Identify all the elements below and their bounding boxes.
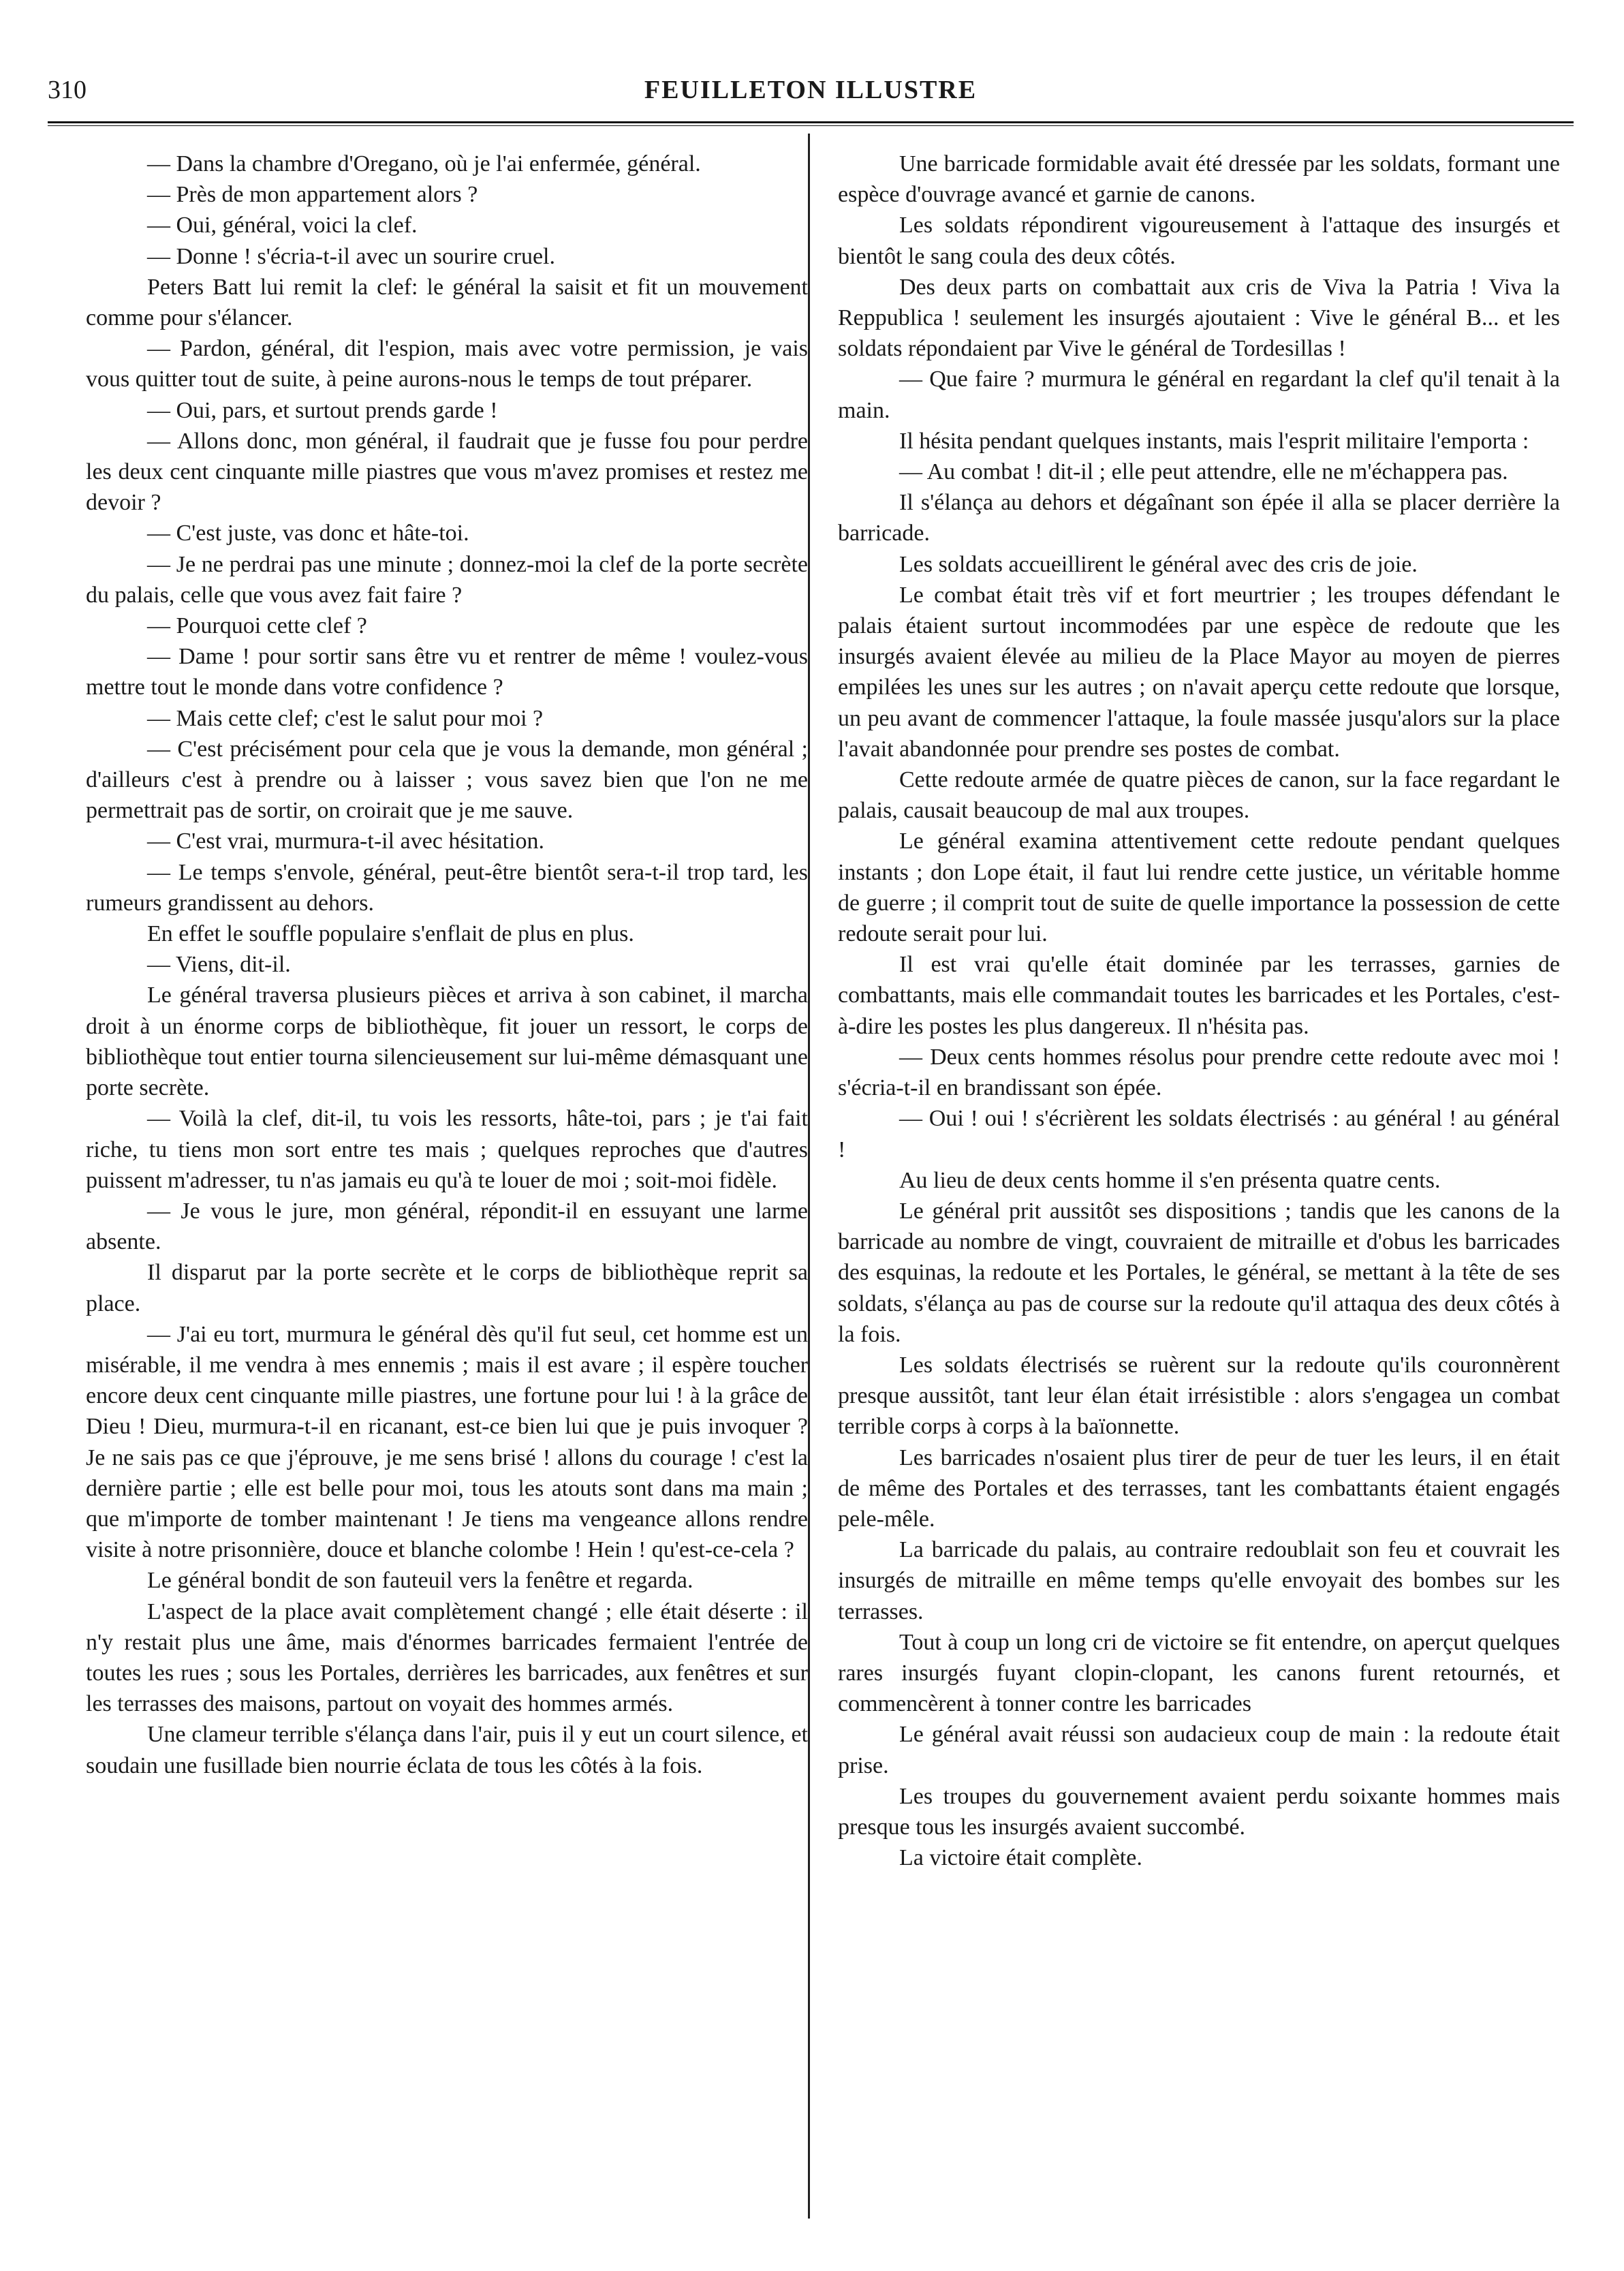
paragraph: — Au combat ! dit-il ; elle peut attendre, elle ne m'échappera pas. bbox=[899, 459, 1508, 485]
paragraph: — Donne ! s'écria-t-il avec un sourire cruel. bbox=[147, 243, 555, 269]
paragraph: Le général traversa plusieurs pièces et arriva à son cabinet, il marcha droit à un énorme corps de bibliothèque, fit jouer un ressort, le corps de bibliothèque tout entier tourna silencieusement sur lui-même démasquant une porte secrète. bbox=[86, 983, 808, 1101]
paragraph: Au lieu de deux cents homme il s'en présenta quatre cents. bbox=[899, 1167, 1441, 1193]
paragraph: — Je vous le jure, mon général, répondit-il en essuyant une larme absente. bbox=[86, 1198, 808, 1255]
paragraph: — Près de mon appartement alors ? bbox=[147, 182, 478, 208]
header-rule bbox=[48, 121, 1574, 126]
paragraph: — Le temps s'envole, général, peut-être bientôt sera-t-il trop tard, les rumeurs grandissent au dehors. bbox=[86, 859, 808, 916]
paragraph: — Je ne perdrai pas une minute ; donnez-moi la clef de la porte secrète du palais, celle que vous avez fait faire ? bbox=[86, 551, 808, 608]
paragraph: — Oui ! oui ! s'écrièrent les soldats électrisés : au général ! au général ! bbox=[838, 1106, 1560, 1162]
paragraph: Il hésita pendant quelques instants, mais l'esprit militaire l'emporta : bbox=[899, 428, 1529, 454]
running-title: FEUILLETON ILLUSTRE bbox=[644, 76, 978, 104]
paragraph: L'aspect de la place avait complètement changé ; elle était déserte : il n'y restait plus une âme, mais d'énormes barricades fermaient l'entrée de toutes les rues ; sous les Portales, derrières les barricades, aux fenêtres et sur les terrasses des maisons, partout on voyait des hommes armés. bbox=[86, 1598, 808, 1717]
paragraph: La victoire était complète. bbox=[899, 1845, 1142, 1871]
right-column bbox=[838, 149, 1560, 1873]
paragraph: Peters Batt lui remit la clef: le général la saisit et fit un mouvement comme pour s'élancer. bbox=[86, 274, 808, 331]
column-divider bbox=[808, 134, 810, 2219]
paragraph: — Pardon, général, dit l'espion, mais avec votre permission, je vais vous quitter tout de suite, à peine aurons-nous le temps de tout préparer. bbox=[86, 336, 808, 392]
paragraph: Le général avait réussi son audacieux coup de main : la redoute était prise. bbox=[838, 1722, 1560, 1778]
paragraph: Le général bondit de son fauteuil vers la fenêtre et regarda. bbox=[147, 1568, 693, 1594]
paragraph: Les soldats répondirent vigoureusement à l'attaque des insurgés et bientôt le sang coula des deux côtés. bbox=[838, 213, 1560, 269]
paragraph: Tout à coup un long cri de victoire se fit entendre, on aperçut quelques rares insurgés fuyant clopin-clopant, les canons furent retournés, et commencèrent à tonner contre les barricades bbox=[838, 1629, 1560, 1717]
paragraph: Il disparut par la porte secrète et le corps de bibliothèque reprit sa place. bbox=[86, 1260, 808, 1316]
left-column bbox=[86, 149, 808, 1781]
paragraph: Le général examina attentivement cette redoute pendant quelques instants ; don Lope était, il faut lui rendre cette justice, un véritable homme de guerre ; il comprit tout de suite de quelle importance la possession de cette redoute serait pour lui. bbox=[838, 829, 1560, 947]
paragraph: Une barricade formidable avait été dressée par les soldats, formant une espèce d'ouvrage avancé et garnie de canons. bbox=[838, 151, 1560, 208]
paragraph: — C'est précisément pour cela que je vous la demande, mon général ; d'ailleurs c'est à prendre ou à laisser ; vous savez bien que l'on ne me permettrait pas de sortir, on croirait que je me sauve. bbox=[86, 736, 808, 824]
paragraph: Une clameur terrible s'élança dans l'air, puis il y eut un court silence, et soudain une fusillade bien nourrie éclata de tous les côtés à la fois. bbox=[86, 1722, 808, 1778]
page-number: 310 bbox=[48, 76, 87, 104]
paragraph: — Deux cents hommes résolus pour prendre cette redoute avec moi ! s'écria-t-il en brandissant son épée. bbox=[838, 1044, 1560, 1101]
paragraph: — Pourquoi cette clef ? bbox=[147, 613, 367, 639]
paragraph: Il s'élança au dehors et dégaînant son épée il alla se placer derrière la barricade. bbox=[838, 490, 1560, 546]
paragraph: Il est vrai qu'elle était dominée par les terrasses, garnies de combattants, mais elle commandait toutes les barricades et les Portales, c'est-à-dire les postes les plus dangereux. Il n'hésita pas. bbox=[838, 952, 1560, 1039]
paragraph: Des deux parts on combattait aux cris de Viva la Patria ! Viva la Reppublica ! seulement les insurgés ajoutaient : Vive le général B... et les soldats répondaient par Vive le général de Tordesillas ! bbox=[838, 274, 1560, 362]
paragraph: Le général prit aussitôt ses dispositions ; tandis que les canons de la barricade au nombre de vingt, couvraient de mitraille et d'obus les barricades des esquinas, la redoute et les Portales, le général, se mettant à la tête de ses soldats, s'élança au pas de course sur la redoute qu'il attaqua des deux côtés à la fois. bbox=[838, 1198, 1560, 1347]
paragraph: — Dame ! pour sortir sans être vu et rentrer de même ! voulez-vous mettre tout le monde dans votre confidence ? bbox=[86, 644, 808, 700]
page-header bbox=[48, 75, 1574, 116]
paragraph: — J'ai eu tort, murmura le général dès qu'il fut seul, cet homme est un misérable, il me vendra à mes ennemis ; mais il est avare ; il espère toucher encore deux cent cinquante mille piastres, une fortune pour lui ! à la grâce de Dieu ! Dieu, murmura-t-il en ricanant, est-ce bien lui que je puis invoquer ? Je ne sais pas ce que j'éprouve, je me sens brisé ! allons du courage ! c'est la dernière partie ; elle est belle pour moi, tous les atouts sont dans ma main ; que m'importe de tomber maintenant ! Je tiens ma vengeance allons rendre visite à notre prisonnière, douce et blanche colombe ! Hein ! qu'est-ce-cela ? bbox=[86, 1321, 808, 1563]
paragraph: Les soldats électrisés se ruèrent sur la redoute qu'ils couronnèrent presque aussitôt, tant leur élan était irrésistible : alors s'engagea un combat terrible corps à corps à la baïonnette. bbox=[838, 1352, 1560, 1440]
paragraph: — Viens, dit-il. bbox=[147, 952, 291, 978]
paragraph: — Que faire ? murmura le général en regardant la clef qu'il tenait à la main. bbox=[838, 367, 1560, 423]
paragraph: — C'est juste, vas donc et hâte-toi. bbox=[147, 521, 469, 546]
paragraph: Les barricades n'osaient plus tirer de peur de tuer les leurs, il en était de même des Portales et des terrasses, tant les combattants étaient engagés pele-mêle. bbox=[838, 1445, 1560, 1532]
paragraph: Le combat était très vif et fort meurtrier ; les troupes défendant le palais étaient surtout incommodées par une espèce de redoute que les insurgés avaient élevée au milieu de la Place Mayor au moyen de pierres empilées les unes sur les autres ; on n'avait aperçu cette redoute que lorsque, un peu avant de commencer l'attaque, la foule massée jusqu'alors sur la place l'avait abandonnée pour prendre ses postes de combat. bbox=[838, 582, 1560, 762]
paragraph: — Oui, pars, et surtout prends garde ! bbox=[147, 397, 498, 423]
paragraph: — Dans la chambre d'Oregano, où je l'ai enfermée, général. bbox=[147, 151, 701, 176]
paragraph: — C'est vrai, murmura-t-il avec hésitation. bbox=[147, 829, 545, 854]
paragraph: En effet le souffle populaire s'enflait de plus en plus. bbox=[147, 921, 634, 947]
paragraph: Cette redoute armée de quatre pièces de canon, sur la face regardant le palais, causait beaucoup de mal aux troupes. bbox=[838, 767, 1560, 824]
paragraph: Les troupes du gouvernement avaient perdu soixante hommes mais presque tous les insurgés avaient succombé. bbox=[838, 1783, 1560, 1840]
paragraph: — Voilà la clef, dit-il, tu vois les ressorts, hâte-toi, pars ; je t'ai fait riche, tu tiens mon sort entre tes mais ; quelques reproches que d'autres puissent m'adresser, tu n'as jamais eu qu'à te louer de moi ; soit-moi fidèle. bbox=[86, 1106, 808, 1193]
paragraph: — Oui, général, voici la clef. bbox=[147, 213, 418, 238]
paragraph: Les soldats accueillirent le général avec des cris de joie. bbox=[899, 551, 1418, 577]
paragraph: La barricade du palais, au contraire redoublait son feu et couvrait les insurgés de mitraille en même temps qu'elle envoyait des bombes sur les terrasses. bbox=[838, 1537, 1560, 1624]
paragraph: — Mais cette clef; c'est le salut pour moi ? bbox=[147, 705, 544, 731]
paragraph: — Allons donc, mon général, il faudrait que je fusse fou pour perdre les deux cent cinquante mille piastres que vous m'avez promises et restez me devoir ? bbox=[86, 428, 808, 516]
